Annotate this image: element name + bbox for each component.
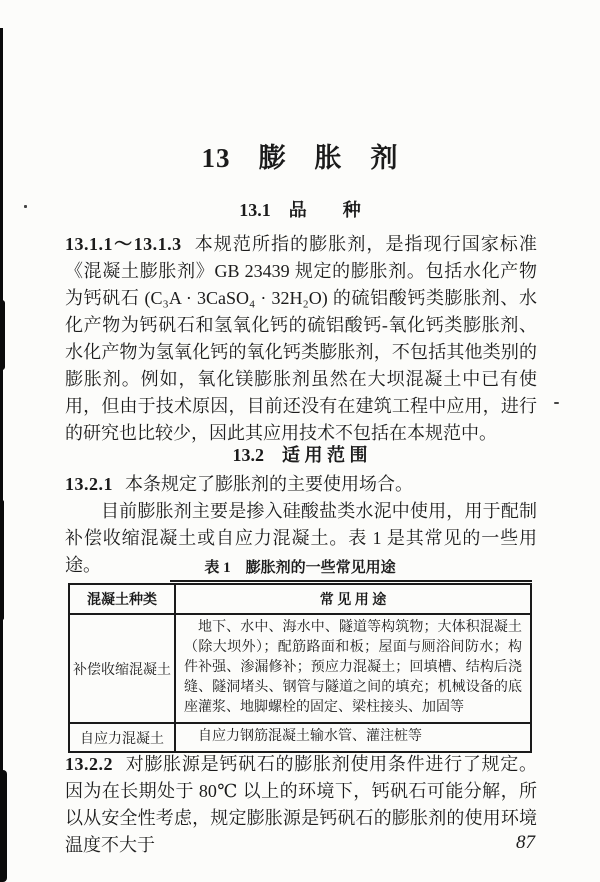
clause-13-1-1-paragraph xyxy=(65,231,537,447)
clause-13-2-1-paragraph-2: 目前膨胀剂主要是掺入硅酸盐类水泥中使用，用于配制补偿收缩混凝土或自应力混凝土。表 1 是其常见的一些用途。 xyxy=(65,501,537,575)
clause-13-2-2-text: 对膨胀源是钙矾石的膨胀剂使用条件进行了规定。因为在长期处于 80℃ 以上的环境下，钙矾石可能分解，所以从安全性考虑，规定膨胀源是钙矾石的膨胀剂的使用环境温度不大于 xyxy=(65,754,537,855)
chapter-title: 13 膨 胀 剂 xyxy=(201,143,399,173)
clause-13-2-1-text: 本条规定了膨胀剂的主要使用场合。 xyxy=(125,474,413,494)
cell-common-uses: 地下、水中、海水中、隧道等构筑物；大体积混凝土（除大坝外）；配筋路面和板；屋面与厕浴间防水；构件补强、渗漏修补；预应力混凝土；回填槽、结构后浇缝、隧洞堵头、钢管与隧道之间的填充；机械设备的底座灌浆、地脚螺栓的固定、梁柱接头、加固等 xyxy=(175,614,531,723)
cell-concrete-type: 补偿收缩混凝土 xyxy=(69,614,175,723)
scan-edge-artifact xyxy=(1,770,7,882)
table-header-concrete-type: 混凝土种类 xyxy=(69,584,175,614)
clause-13-1-1-label: 13.1.1～13.1.3 xyxy=(65,234,182,254)
scan-edge-artifact xyxy=(0,300,5,370)
clause-13-2-2-label: 13.2.2 xyxy=(65,754,113,774)
scan-line-artifact xyxy=(170,580,532,582)
table-row xyxy=(69,723,531,752)
clause-13-2-1-paragraph xyxy=(65,471,537,498)
cell-concrete-type: 自应力混凝土 xyxy=(69,723,175,752)
clause-13-1-1-text: 本规范所指的膨胀剂，是指现行国家标准《混凝土膨胀剂》GB 23439 规定的膨胀剂。包括水化产物为钙矾石 (C₃A · 3CaSO₄ · 32H₂O) 的硫铝酸钙类膨胀剂、水化产物为钙矾石和氢氧化钙的硫铝酸钙-氧化钙类膨胀剂、水化产物为氢氧化钙的氧化钙类膨胀剂，不包括其他类别的膨胀剂。例如，氧化镁膨胀剂虽然在大坝混凝土中已有使用，但由于技术原因，目前还没有在建筑工程中应用，进行的研究也比较少，因此其应用技术不包括在本规范中。 xyxy=(65,234,538,443)
section-13-1-heading: 13.1 品 种 xyxy=(239,200,361,220)
scan-speck xyxy=(554,402,559,404)
cell-common-uses: 自应力钢筋混凝土输水管、灌注桩等 xyxy=(175,723,531,752)
table-1-caption: 表 1 膨胀剂的一些常见用途 xyxy=(204,560,396,576)
table-1-common-uses xyxy=(68,583,532,753)
table-1-header-row xyxy=(69,584,531,614)
section-13-2-heading: 13.2 适 用 范 围 xyxy=(232,445,368,465)
page-number: 87 xyxy=(516,832,535,853)
clause-13-2-1-label: 13.2.1 xyxy=(65,474,113,494)
table-header-common-uses: 常 见 用 途 xyxy=(175,584,531,614)
table-row xyxy=(69,614,531,723)
